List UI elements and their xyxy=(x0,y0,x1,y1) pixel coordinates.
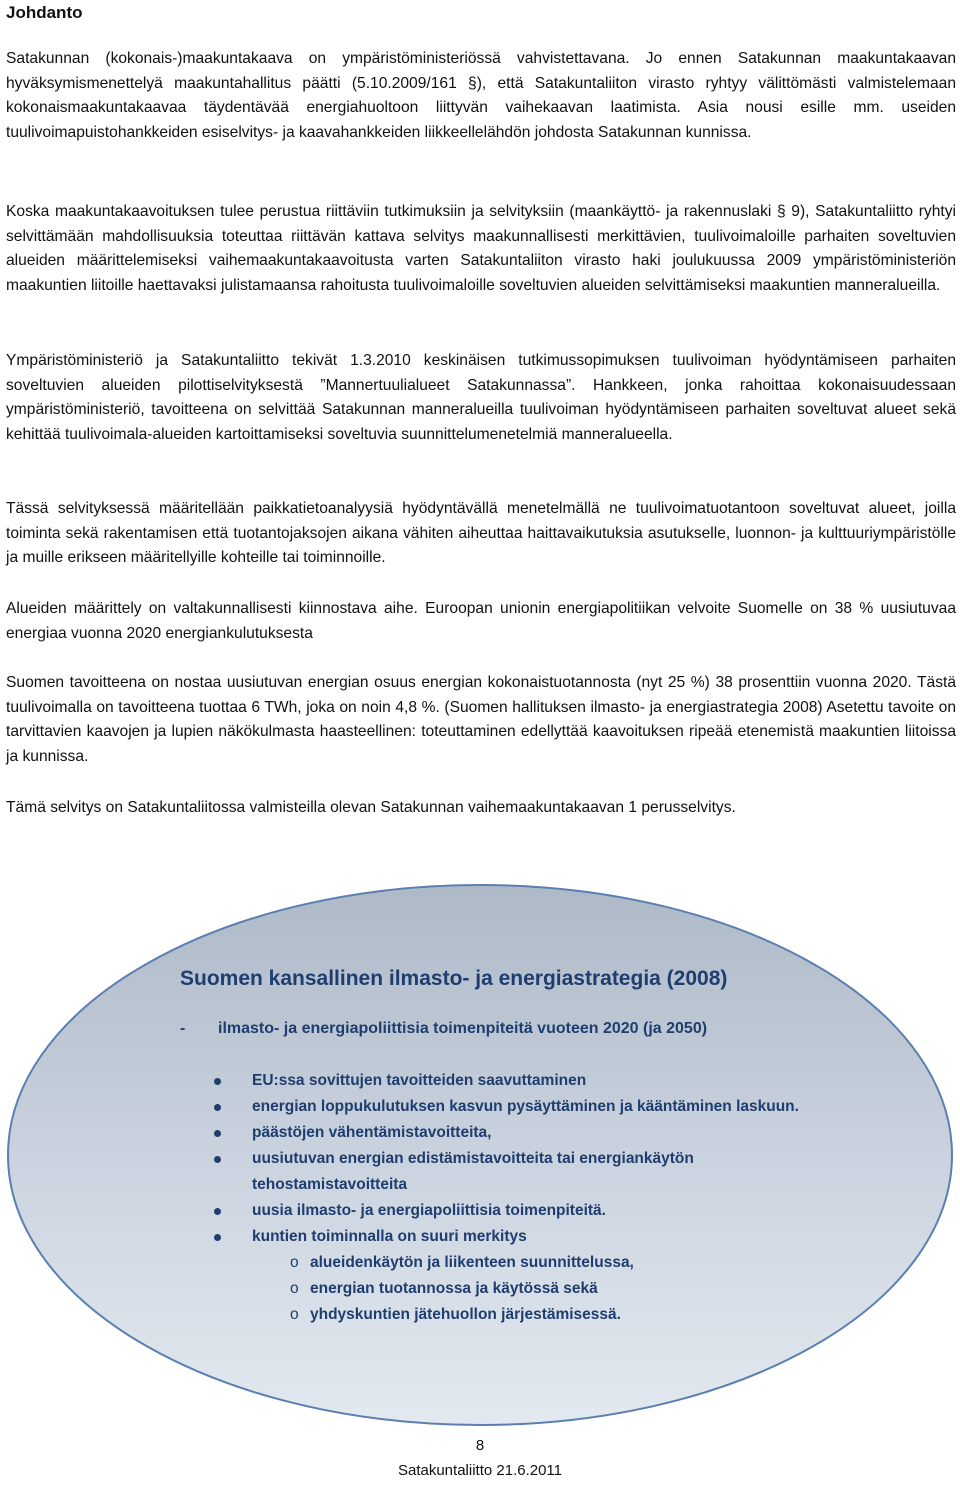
strategy-oval xyxy=(8,885,952,1425)
paragraph-6: Suomen tavoitteena on nostaa uusiutuvan energian osuus energian kokonaistuotannosta (nyt 25 %) 38 prosenttiin vuonna 2020. Tästä tuulivoimalla on tavoitteena tuottaa 6 TWh, joka on noin 4,8 %. (Suomen hallituksen ilmasto- ja energiastrategia 2008) Asetettu tavoite on tarvittavien kaavojen ja lupien näkökulmasta haasteellinen: toteuttaminen edellyttää kaavoituksen ripeää etenemistä maakuntien liitoissa ja kunnissa. xyxy=(6,674,956,765)
bullet-item: energian loppukulutuksen kasvun pysäyttäminen ja kääntäminen laskuun. xyxy=(214,1094,814,1120)
bullet-item: päästöjen vähentämistavoitteita, xyxy=(214,1120,814,1146)
bullet-item: kuntien toiminnalla on suuri merkitys o alueidenkäytön ja liikenteen suunnittelussa, o energian tuotannossa ja käytössä sekä o yhdyskuntien jätehuollon järjestämisessä. xyxy=(214,1224,814,1328)
bullet-item: uusiutuvan energian edistämistavoitteita tai energiankäytön tehostamistavoitteita xyxy=(214,1146,814,1198)
subbullet-item: o yhdyskuntien jätehuollon järjestämisessä. xyxy=(252,1302,814,1328)
page-number: 8 xyxy=(475,1437,485,1454)
paragraph-3: Ympäristöministeriö ja Satakuntaliitto tekivät 1.3.2010 keskinäisen tutkimussopimuksen tuulivoiman hyödyntämiseen parhaiten soveltuvien alueiden pilottiselvityksestä ”Mannertuulialueet Satakunnassa”. Hankkeen, jonka rahoittaa kokonaisuudessaan ympäristöministeriö, tavoitteena on selvittää Satakunnan manneralueilla tuulivoiman hyödyntämiseen parhaiten soveltuvat alueet sekä kehittää tuulivoimala-alueiden kartoittamiseksi soveltuvia suunnittelumenetelmiä manneralueella. xyxy=(6,352,956,443)
strategy-oval-shape xyxy=(0,880,960,1440)
paragraph-4: Tässä selvityksessä määritellään paikkatietoanalyysiä hyödyntävällä menetelmällä ne tuulivoimatuotantoon soveltuvat alueet, joilla toiminta sekä rakentamisen että tuotantojaksojen aikana vähiten aiheuttaa haittavaikutuksia asutukselle, luonnon- ja kulttuuriympäristölle ja muille erikseen määritellyille kohteille tai toiminnoille. xyxy=(6,500,956,566)
paragraph-1: Satakunnan (kokonais-)maakuntakaava on ympäristöministeriössä vahvistettavana. Jo ennen Satakunnan maakuntakaavan hyväksymismenettelyä maakuntahallitus päätti (5.10.2009/161 §), että Satakuntaliiton virasto ryhtyy välittömästi valmistelemaan kokonaismaakuntakaavaa täydentävää energiahuoltoon liittyvän vaihekaavan laatimista. Asia nousi esille mm. useiden tuulivoimapuistohankkeiden esiselvitys- ja kaavahankkeiden liikkeellelähdön johdosta Satakunnan kunnissa. xyxy=(6,50,956,141)
subbullet-item: o alueidenkäytön ja liikenteen suunnittelussa, xyxy=(252,1250,814,1276)
footer-text: Satakuntaliitto 21.6.2011 xyxy=(397,1462,562,1479)
paragraph-2: Koska maakuntakaavoituksen tulee perustua riittäviin tutkimuksiin ja selvityksiin (maankäyttö- ja rakennuslaki § 9), Satakuntaliitto ryhtyi selvittämään mahdollisuuksia toteuttaa riittävän kattava selvitys maakunnallisesti merkittävien, tuulivoimaloille parhaiten soveltuvien alueiden määrittelemiseksi vaihemaakuntakaavoitusta varten Satakuntaliiton virasto haki joulukuussa 2009 ympäristöministeriön maakuntien liitoille haettavaksi julistamaansa rahoitusta tuulivoimaloille soveltuvien alueiden selvittämiseksi maakuntien manneralueilla. xyxy=(6,203,956,294)
circle-marker-icon: o xyxy=(290,1254,299,1271)
subbullet-item: o energian tuotannossa ja käytössä sekä xyxy=(252,1276,814,1302)
bullet-item: EU:ssa sovittujen tavoitteiden saavuttaminen xyxy=(214,1068,814,1094)
circle-marker-icon: o xyxy=(290,1280,299,1297)
paragraph-5: Alueiden määrittely on valtakunnallisesti kiinnostava aihe. Euroopan unionin energiapolitiikan velvoite Suomelle on 38 % uusiutuvaa energiaa vuonna 2020 energiankulutuksesta xyxy=(6,600,956,642)
subtitle-dash: - xyxy=(180,1020,186,1037)
strategy-title: Suomen kansallinen ilmasto- ja energiastrategia (2008) xyxy=(180,967,728,990)
bullet-item: uusia ilmasto- ja energiapoliittisia toimenpiteitä. xyxy=(214,1198,814,1224)
subtitle-text: ilmasto- ja energiapoliittisia toimenpiteitä vuoteen 2020 (ja 2050) xyxy=(218,1020,708,1037)
page-heading: Johdanto xyxy=(6,3,83,22)
circle-marker-icon: o xyxy=(290,1306,299,1323)
paragraph-7: Tämä selvitys on Satakuntaliitossa valmisteilla olevan Satakunnan vaihemaakuntakaavan 1 perusselvitys. xyxy=(6,799,736,816)
